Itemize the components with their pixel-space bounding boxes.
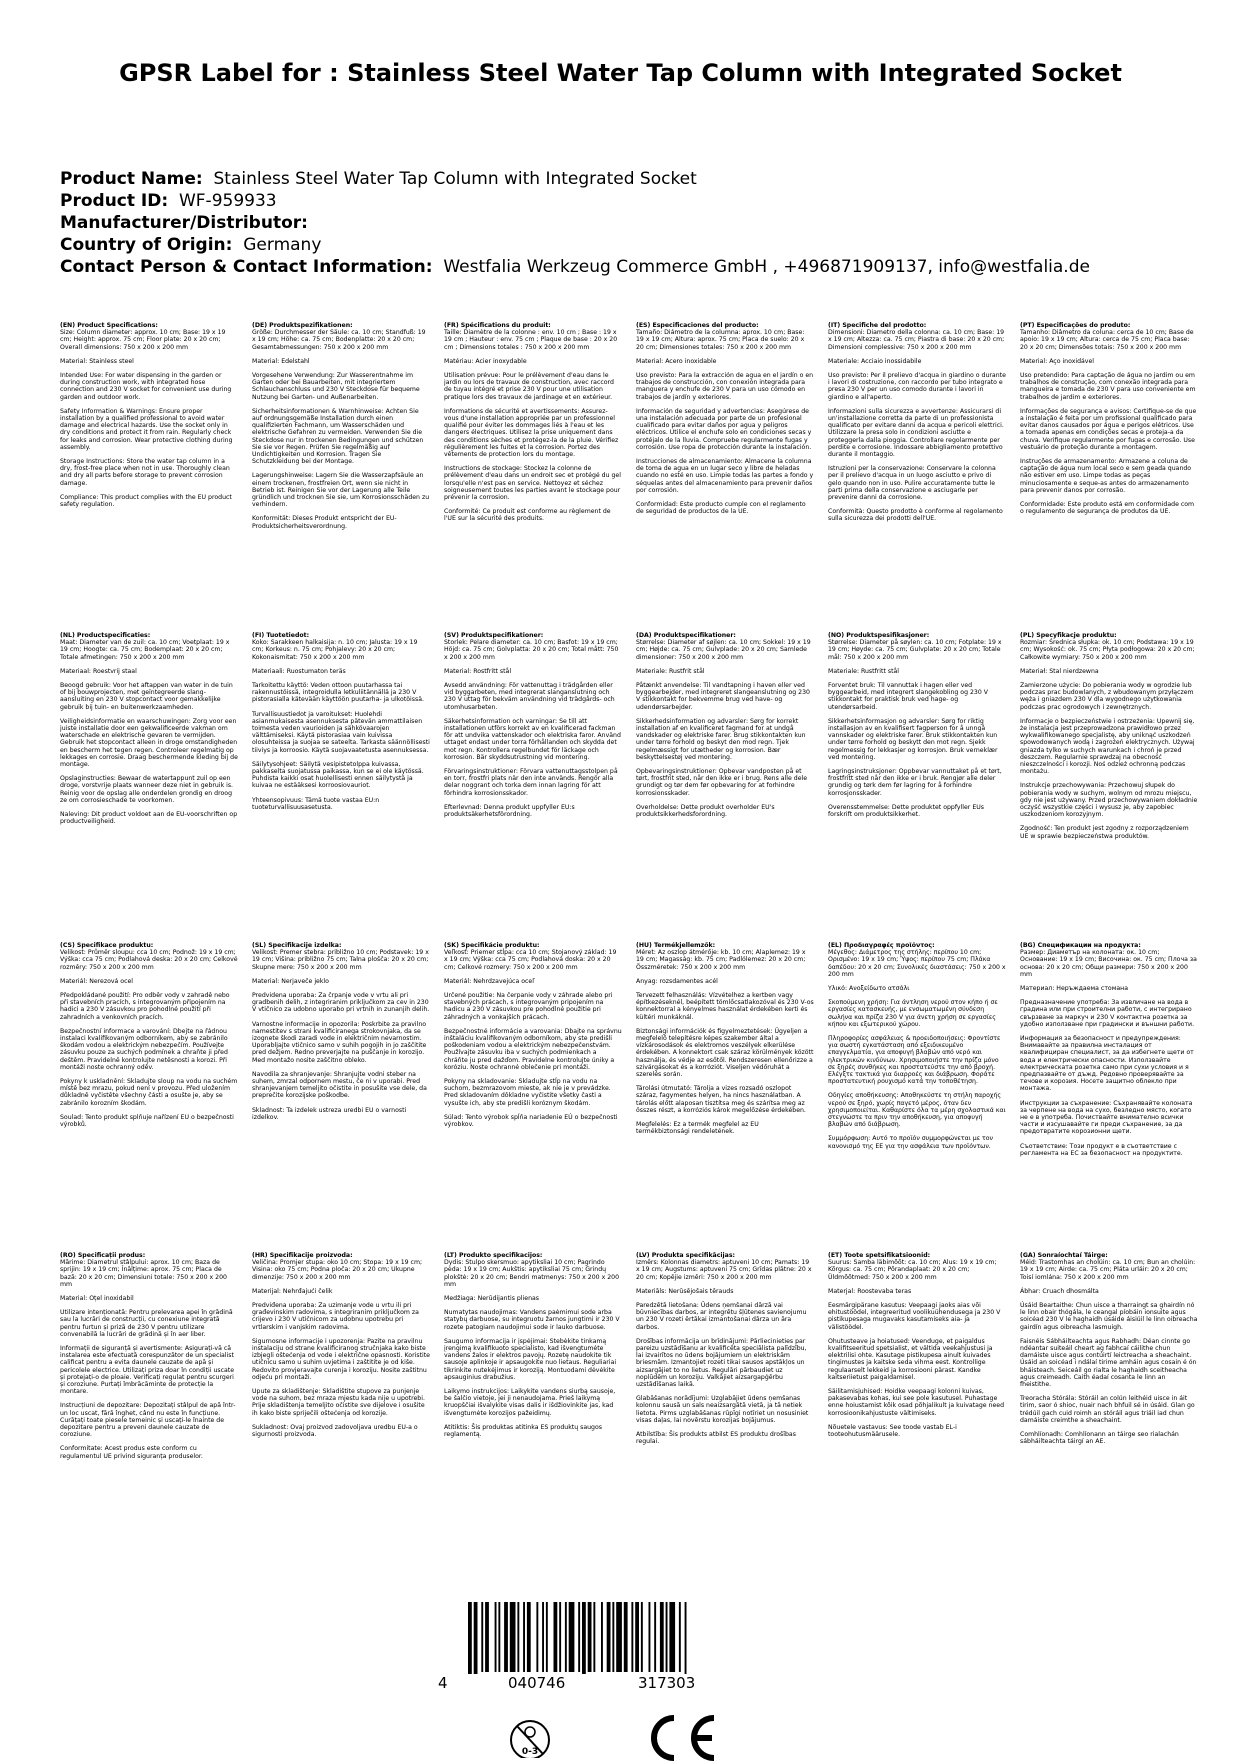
language-block-paragraph: Varnostne informacije in opozorila: Poskrbite za pravilno namestitev s strani kvalificiranega strokovnjaka, da se izognete škodi zaradi vode in električnim nevarnostim. Uporabljajte vtičnico samo v suhih pogojih in jo zaščitite pred dežjem. Redno preverjajte na puščanje in korozijo. Med montažo nosite zaščitno obleko. bbox=[252, 1020, 427, 1064]
language-block-paragraph: Upute za skladištenje: Skladištite stupove za punjenje vode na suhom, bez mraza mjestu kada nije u upotrebi. Prije skladištenja temeljito očistite sve dijelove i osušite ih kako biste spriječili oštećenja od korozije. bbox=[252, 1388, 425, 1417]
barcode-bar bbox=[523, 1602, 525, 1672]
product-id-row bbox=[60, 190, 1200, 212]
language-block-paragraph: Navodila za shranjevanje: Shranjujte vodni steber na suhem, zmrzal odpornem mestu, če ni v uporabi. Pred shranjevanjem temeljito očistite in posušite vse dele, da preprečite korozijske poškodbe. bbox=[252, 1070, 427, 1100]
language-block-heading: (ET) Toote spetsifikatsioonid: bbox=[828, 1252, 931, 1259]
barcode-bar bbox=[510, 1602, 516, 1672]
language-block-paragraph: Comhlíonadh: Comhlíonann an táirge seo rialachán sábháilteachta táirgí an AE. bbox=[1020, 1431, 1179, 1446]
language-block-paragraph: Förvaringsinstruktioner: Förvara vattenuttagsstolpen på en torr, frostfri plats när den inte används. Rengör alla delar noggrant och torka dem innan lagring för att förhindra korrosionsskador. bbox=[444, 768, 618, 797]
barcode-bars bbox=[440, 1602, 740, 1674]
language-block-paragraph: Uso previsto: Per il prelievo d'acqua in giardino o durante i lavori di costruzione, con raccordo per tubo integrato e presa 230 V per un uso comodo durante i lavori in giardino e all'aperto. bbox=[828, 372, 1006, 401]
block-row bbox=[60, 942, 1200, 1252]
language-block-paragraph: Soulad: Tento produkt splňuje nařízení EU o bezpečnosti výrobků. bbox=[60, 1113, 234, 1129]
page-title: GPSR Label for : Stainless Steel Water Tap Column with Integrated Socket bbox=[119, 59, 1122, 87]
language-block-paragraph: Suurus: Samba läbimõõt: ca. 10 cm; Alus: 19 x 19 cm; Kõrgus: ca. 75 cm; Põrandaplaat: 20 x 20 cm; Üldmõõtmed: 750 x 200 x 200 mm bbox=[828, 1259, 997, 1281]
language-block-paragraph: Σκοπούμενη χρήση: Για άντληση νερού στον κήπο ή σε εργασίες κατασκευής, με ενσωματωμένη σύνδεση σωλήνα και πρίζα 230 V για άνετη χρήση σε εργασίες κήπου και εξωτερικού χώρου. bbox=[828, 999, 998, 1028]
language-block bbox=[636, 322, 814, 632]
language-block-paragraph: Veľkosť: Priemer stĺpa: cca 10 cm; Stojanový základ: 19 x 19 cm; Výška: cca 75 cm; Podlahová doska: 20 x 20 cm; Celkové rozmery: 750 x 200 x 200 mm bbox=[444, 949, 617, 971]
contact-label: Contact Person & Contact Information: bbox=[60, 257, 433, 277]
language-block-heading: (RO) Specificații produs: bbox=[60, 1252, 146, 1259]
language-block-paragraph: Materiaali: Ruostumaton teräs bbox=[252, 667, 346, 675]
language-block bbox=[444, 1252, 622, 1562]
language-block-paragraph: Materiál: Nehrdzavejúca oceľ bbox=[444, 977, 535, 985]
barcode-bar bbox=[669, 1602, 675, 1672]
language-block bbox=[1020, 1252, 1198, 1562]
language-block-paragraph: Material: Aço inoxidável bbox=[1020, 357, 1094, 365]
language-block-paragraph: Úsáid Beartaithe: Chun uisce a tharraingt sa ghairdín nó le linn obair thógála, le ceangal píobáin ionsuite agus soicéad 230 V le haghaidh úsáide áisiúil le linn oibreacha gairdín agus oibreacha lasmuigh. bbox=[1020, 1302, 1198, 1331]
barcode-bar bbox=[649, 1602, 651, 1672]
language-block-paragraph: Veiligheidsinformatie en waarschuwingen: Zorg voor een juiste installatie door een gekwalificeerde vakman om waterschade en elektrische gevaren te vermijden. Gebruik het stopcontact alleen in droge omstandigheden en bescherm het tegen regen. Controleer regelmatig op lekkages en corrosie. Draag beschermende kleding bij de montage. bbox=[60, 717, 238, 769]
barcode-bar bbox=[582, 1602, 586, 1674]
language-block-paragraph: Laikymo instrukcijos: Laikykite vandens siurbą sausoje, be šalčio vietoje, jei ji nenaudojama. Prieš laikymą kruopščiai išvalykite visas dalis ir išdžiovinkite jas, kad išvengtumėte korozijos pažeidimų. bbox=[444, 1388, 616, 1417]
barcode-bar bbox=[527, 1602, 531, 1672]
language-block-paragraph: Forventet bruk: Til vannuttak i hagen eller ved byggearbeid, med integrert slangekobling og 230 V stikkontakt for praktisk bruk ved hage- og utendørsarbeid. bbox=[828, 682, 988, 711]
language-block-paragraph: Uso previsto: Para la extracción de agua en el jardín o en trabajos de construcción, con conexión integrada para manguera y enchufe de 230 V para un uso cómodo en trabajos de jardín y exteriores. bbox=[636, 372, 814, 401]
language-block-heading: (IT) Specifiche del prodotto: bbox=[828, 322, 927, 329]
language-block-heading: (LV) Produkta specifikācijas: bbox=[636, 1252, 735, 1259]
barcode-bar bbox=[601, 1602, 603, 1672]
language-block-paragraph: Инструкции за съхранение: Съхранявайте колоната за черпене на вода на сухо, безледно място, когато не е в употреба. Почиствайте внимателно всички части и изсушавайте ги преди съхранение, за да предотвратите корозионни щети. bbox=[1020, 1099, 1193, 1136]
barcode-bar bbox=[495, 1602, 497, 1672]
language-block-heading: (SV) Produktspecifikationer: bbox=[444, 632, 544, 639]
language-block-heading: (SK) Špecifikácie produktu: bbox=[444, 942, 540, 949]
language-block-paragraph: Vorgesehene Verwendung: Zur Wasserentnahme im Garten oder bei Bauarbeiten, mit integriertem Schlauchanschluss und 230 V Steckdose für bequeme Nutzung bei Garten- und Außenarbeiten. bbox=[252, 372, 420, 401]
language-block-paragraph: Velikost: Průměr sloupu: cca 10 cm; Podnož: 19 x 19 cm; Výška: cca 75 cm; Podlahová deska: 20 x 20 cm; Celkové rozměry: 750 x 200 x 200 mm bbox=[60, 949, 238, 971]
language-block-heading: (NO) Produktspesifikasjoner: bbox=[828, 632, 930, 639]
language-block-paragraph: Materjal: Roostevaba teras bbox=[828, 1287, 912, 1295]
barcode-bar bbox=[536, 1602, 538, 1672]
barcode-bar bbox=[554, 1602, 558, 1672]
language-block-paragraph: Skladnost: Ta izdelek ustreza uredbi EU o varnosti izdelkov. bbox=[252, 1106, 407, 1121]
language-block-paragraph: Veličina: Promjer stupa: oko 10 cm; Stopa: 19 x 19 cm; Visina: oko 75 cm; Podna ploča: 20 x 20 cm; Ukupne dimenzije: 750 x 200 x 200 mm bbox=[252, 1259, 423, 1281]
language-block bbox=[60, 1252, 238, 1562]
language-block bbox=[1020, 322, 1198, 632]
product-name-row bbox=[60, 168, 1200, 190]
ce-mark-icon bbox=[640, 1712, 720, 1764]
language-block-paragraph: Velikost: Premer stebra: približno 10 cm; Podstavek: 19 x 19 cm; Višina: približno 75 cm; Talna plošča: 20 x 20 cm; Skupne mere: 750 x 200 x 200 mm bbox=[252, 949, 429, 971]
language-block-paragraph: Materiāls: Nerūsējošais tērauds bbox=[636, 1287, 734, 1295]
language-block-heading: (DA) Produktspecifikationer: bbox=[636, 632, 736, 639]
language-block-paragraph: Materiale: Rustfritt stål bbox=[828, 667, 900, 675]
language-block-paragraph: Matériau: Acier inoxydable bbox=[444, 357, 527, 365]
language-block-paragraph: Säilitamisjuhised: Hoidke veepaagi kolonni kuivas, pakasevabas kohas, kui see pole kasutusel. Puhastage enne hoiustamist kõik osad põhjalikult ja kuivatage need korrosioonikahjustuste vältimiseks. bbox=[828, 1388, 1005, 1417]
language-block-paragraph: Intended Use: For water dispensing in the garden or during construction work, with integrated hose connection and 230 V socket for convenient use during garden and outdoor work. bbox=[60, 372, 232, 401]
language-block bbox=[1020, 632, 1198, 942]
language-block-paragraph: Turvallisuustiedot ja varoitukset: Huolehdi asianmukaisesta asennuksesta pätevän ammattilaisen toimesta veden vaurioiden ja sähkövaarojen välttämiseksi. Käytä pistorasiaa vain kuivissa olosuhteissa ja suojaa se sateelta. Tarkasta säännöllisesti tiiviys ja korroosio. Käytä suojavaatetusta asennuksessa. bbox=[252, 710, 430, 754]
language-block-paragraph: Méid: Trastomhas an cholúin: ca. 10 cm; Bun an cholúin: 19 x 19 cm; Airde: ca. 75 cm; Pláta urláir: 20 x 20 cm; Toisí iomlána: 750 x 200 x 200 mm bbox=[1020, 1259, 1196, 1281]
language-block-paragraph: Sikkerhedsinformation og advarsler: Sørg for korrekt installation af en kvalificeret fagmand for at undgå vandskader og elektriske farer. Brug stikkontakten kun under tørre forhold og beskyt den mod regn. Tjek regelmæssigt for utætheder og korrosion. Bær beskyttelsestøj ved montering. bbox=[636, 717, 806, 761]
language-block bbox=[252, 942, 430, 1252]
language-block-paragraph: Avsedd användning: För vattenuttag i trädgården eller vid byggarbeten, med integrerat slanganslutning och 230 V uttag för bekväm användning vid trädgårds- och utomhusarbeten. bbox=[444, 682, 615, 711]
language-block-paragraph: Mărime: Diametrul stâlpului: aprox. 10 cm; Baza de sprijin: 19 x 19 cm; Înălțime: aprox. 75 cm; Placa de bază: 20 x 20 cm; Dimensiuni totale: 750 x 200 x 200 mm bbox=[60, 1259, 227, 1288]
language-block-paragraph: Maat: Diameter van de zuil: ca. 10 cm; Voetplaat: 19 x 19 cm; Hoogte: ca. 75 cm; Bodemplaat: 20 x 20 cm; Totale afmetingen: 750 x 200 x 200 mm bbox=[60, 639, 230, 661]
language-block bbox=[444, 942, 622, 1252]
language-block-paragraph: Conformitate: Acest produs este conform cu regulamentul UE privind siguranța produselor. bbox=[60, 1445, 203, 1460]
language-block-paragraph: Koko: Sarakkeen halkaisija: n. 10 cm; Jalusta: 19 x 19 cm; Korkeus: n. 75 cm; Pohjalevy: 20 x 20 cm; Kokonaismitat: 750 x 200 x 200 mm bbox=[252, 639, 418, 661]
barcode-bar bbox=[612, 1602, 614, 1672]
language-block-paragraph: Pokyny k uskladnění: Skladujte sloup na vodu na suchém místě bez mrazu, pokud není v provozu. Před uložením důkladně vyčistěte všechny části a osušte je, aby se zabránilo korozním škodám. bbox=[60, 1078, 238, 1107]
language-block bbox=[828, 1252, 1006, 1562]
language-block-paragraph: Υλικό: Ανοξείδωτο ατσάλι bbox=[828, 985, 910, 993]
language-block-heading: (LT) Produkto specifikacijos: bbox=[444, 1252, 543, 1259]
language-block-heading: (CS) Specifikace produktu: bbox=[60, 942, 154, 949]
contact-value: Westfalia Werkzeug Commerce GmbH , +496871909137, info@westfalia.de bbox=[443, 257, 1090, 277]
language-block-paragraph: Paredzētā lietošana: Ūdens ņemšanai dārzā vai būvniecības darbos, ar integrētu šļūtenes savienojumu un 230 V rozeti ērtākai izmantošanai dārza un āra darbos. bbox=[636, 1302, 807, 1331]
language-block-heading: (BG) Спецификации на продукта: bbox=[1020, 942, 1141, 949]
language-block bbox=[636, 632, 814, 942]
language-block-paragraph: Informações de segurança e avisos: Certifique-se de que a instalação é feita por um profissional qualificado para evitar danos causados por água e perigos elétricos. Use a tomada apenas em condições secas e proteja-a da chuva. Verifique regularmente por fugas e corrosão. Use vestuário de proteção durante a montagem. bbox=[1020, 407, 1197, 451]
language-block bbox=[828, 322, 1006, 632]
language-block-paragraph: Materiaal: Roestvrij staal bbox=[60, 667, 137, 675]
language-block-paragraph: Uso pretendido: Para captação de água no jardim ou em trabalhos de construção, com conexão integrada para mangueira e tomada de 230 V para uso conveniente em trabalhos de jardim e exteriores. bbox=[1020, 372, 1196, 401]
origin-label: Country of Origin: bbox=[60, 235, 233, 255]
language-block-paragraph: Instruções de armazenamento: Armazene a coluna de captação de água num local seco e sem geada quando não estiver em uso. Limpe todas as peças minuciosamente e seque-as antes do armazenamento para prevenir danos por corrosão. bbox=[1020, 458, 1192, 494]
barcode-digits-2: 040746 bbox=[508, 1674, 566, 1692]
language-block-paragraph: Safety Information & Warnings: Ensure proper installation by a qualified professional to avoid water damage and electrical hazards. Use the socket only in dry conditions and protect it from rain. Regularly check for leaks and corrosion. Wear protective clothing during assembly. bbox=[60, 407, 233, 451]
language-block-paragraph: Størrelse: Diameter af søjlen: ca. 10 cm; Sokkel: 19 x 19 cm; Højde: ca. 75 cm; Gulvplade: 20 x 20 cm; Samlede dimensioner: 750 x 200 x 200 mm bbox=[636, 639, 811, 661]
language-block-paragraph: Overensstemmelse: Dette produktet oppfyller EUs forskrift om produktsikkerhet. bbox=[828, 803, 984, 819]
barcode-bar bbox=[593, 1602, 595, 1672]
language-block-paragraph: Storage Instructions: Store the water tap column in a dry, frost-free place when not in use. Thoroughly clean and dry all parts before storage to prevent corrosion damage. bbox=[60, 458, 230, 487]
language-block-paragraph: Размер: Диаметър на колоната: ок. 10 cm; Основание: 19 x 19 cm; Височина: ок. 75 cm; Плоча за основа: 20 x 20 cm; Общи размери: 750 x 200 x 200 mm bbox=[1020, 949, 1197, 978]
language-block bbox=[636, 1252, 814, 1562]
contact-row bbox=[60, 256, 1200, 278]
product-info bbox=[60, 168, 1200, 278]
language-block-paragraph: Faisnéis Sábháilteachta agus Rabhadh: Déan cinnte go ndéantar suiteáil cheart ag fabhcaí cáilithe chun damáiste uisce agus contúirtí leictreacha a sheachaint. Úsáid an soicéad i ndálaí tirime amháin agus cosain é ón bháisteach. Seiceáil go rialta le haghaidh sceitheacha agus creimeadh. Caith éadaí cosanta le linn an fheistithe. bbox=[1020, 1337, 1197, 1389]
language-block-paragraph: Size: Column diameter: approx. 10 cm; Base: 19 x 19 cm; Height: approx. 75 cm; Floor plate: 20 x 20 cm; Overall dimensions: 750 x 200 x 200 mm bbox=[60, 329, 226, 351]
language-block-paragraph: Säkerhetsinformation och varningar: Se till att installationen utförs korrekt av en kvalificerad fackman för att undvika vattenskador och elektriska faror. Använd uttaget endast under torra förhållanden och skydda det mot regn. Kontrollera regelbundet för läckage och korrosion. Bär skyddsutrustning vid montering. bbox=[444, 717, 621, 761]
language-block-paragraph: Předpokládané použití: Pro odběr vody v zahradě nebo při stavebních pracích, s integrovaným připojením na hadici a 230 V zásuvkou pro pohodlné použití při zahradních a venkovních pracích. bbox=[60, 992, 230, 1021]
language-block-paragraph: Größe: Durchmesser der Säule: ca. 10 cm; Standfuß: 19 x 19 cm; Höhe: ca. 75 cm; Bodenplatte: 20 x 20 cm; Gesamtabmessungen: 750 x 200 x 200 mm bbox=[252, 329, 426, 351]
barcode-bar bbox=[481, 1602, 483, 1672]
language-block-paragraph: Drošības informācija un brīdinājumi: Pārliecinieties par pareizu uzstādīšanu ar kvalificēta speciālista palīdzību, lai izvairītos no ūdens bojājumiem un elektriskām briesmām. Izmantojiet rozeti tikai sausos apstākļos un aizsargājiet to no lietus. Regulāri pārbaudiet uz noplūdēm un koroziju. Valkājiet aizsargapģērbu uzstādīšanas laikā. bbox=[636, 1337, 807, 1389]
language-block bbox=[252, 1252, 430, 1562]
language-block-paragraph: Glabāšanas norādījumi: Uzglabājiet ūdens ņemšanas kolonnu sausā un sals neaizsargātā vietā, ja tā netiek lietota. Pirms uzglabāšanas rūpīgi notīriet un nosusiniet visas daļas, lai novērstu korozijas bojājumus. bbox=[636, 1395, 809, 1424]
language-block-paragraph: Conformidad: Este producto cumple con el reglamento de seguridad de productos de la UE. bbox=[636, 501, 806, 516]
language-block-paragraph: Zamierzone użycie: Do pobierania wody w ogrodzie lub podczas prac budowlanych, z wbudowanym przyłączem węża i gniazdem 230 V dla wygodnego użytkowania podczas prac ogrodowych i zewnętrznych. bbox=[1020, 682, 1194, 711]
language-block-paragraph: Информация за безопасност и предупреждения: Внимавайте за правилна инсталация от квалифициран специалист, за да избегнете щети от вода и електрически опасности. Използвайте електрическата розетка само при сухи условия и я предпазвайте от дъжд. Редовно проверявайте за течове и корозия. Носете защитно облекло при монтажа. bbox=[1020, 1035, 1194, 1093]
barcode-bar bbox=[588, 1602, 592, 1672]
language-block-paragraph: Συμμόρφωση: Αυτό το προϊόν συμμορφώνεται με τον κανονισμό της ΕΕ για την ασφάλεια των προϊόντων. bbox=[828, 1135, 993, 1150]
language-block-heading: (HU) Termékjellemzők: bbox=[636, 942, 716, 949]
language-block-paragraph: Conformità: Questo prodotto è conforme al regolamento sulla sicurezza dei prodotti dell'UE. bbox=[828, 508, 1003, 523]
barcode-bar bbox=[624, 1602, 628, 1672]
language-block-paragraph: Material: Rostfritt stål bbox=[444, 667, 512, 675]
barcode-bar bbox=[517, 1602, 519, 1672]
language-block-heading: (EN) Product Specifications: bbox=[60, 322, 158, 329]
barcode-bar bbox=[498, 1602, 500, 1672]
language-block-paragraph: Ábhar: Cruach dhosmálta bbox=[1020, 1287, 1099, 1295]
barcode-bar bbox=[559, 1602, 561, 1672]
language-block bbox=[60, 942, 238, 1252]
language-block-paragraph: Izmērs: Kolonnas diametrs: aptuveni 10 cm; Pamats: 19 x 19 cm; Augstums: aptuveni 75 cm; Grīdas plātne: 20 x 20 cm; Kopējie izmēri: 750 x 200 x 200 mm bbox=[636, 1259, 812, 1281]
language-block-paragraph: Biztonsági információk és figyelmeztetések: Ügyeljen a megfelelő telepítésre képes szakember által a vízkárosodások és elektromos veszélyek elkerülése érdekében. A konnektort csak száraz körülmények között használja, és védje az esőtől. Rendszeresen ellenőrizze a szivárgásokat és a korróziót. Viseljen védőruhát a szerelés során. bbox=[636, 1027, 814, 1079]
language-block-heading: (ES) Especificaciones del producto: bbox=[636, 322, 759, 329]
barcode-bar bbox=[504, 1602, 508, 1672]
language-block-paragraph: Πληροφορίες ασφάλειας & προειδοποιήσεις: Φροντίστε για σωστή εγκατάσταση από εξειδικευμένο επαγγελματία, για αποφυγή βλαβών από νερό και ηλεκτρικών κινδύνων. Χρησιμοποιήστε την πρίζα μόνο σε ξηρές συνθήκες και προστατεύστε την από βροχή. Ελέγξτε τακτικά για διαρροές και διάβρωση. Φοράτε προστατευτική ρουχισμό κατά την τοποθέτηση. bbox=[828, 1035, 1001, 1086]
language-block bbox=[828, 942, 1006, 1252]
language-block-paragraph: Tarkoitettu käyttö: Veden ottoon puutarhassa tai rakennustöissä, integroidulla letkuliitännällä ja 230 V pistorasialla kätevään käyttöön puutarha- ja ulkotöissä. bbox=[252, 682, 424, 704]
language-block bbox=[444, 632, 622, 942]
barcode-bar bbox=[660, 1602, 664, 1672]
language-grid bbox=[60, 322, 1200, 1562]
language-block-paragraph: Materiál: Nerezová ocel bbox=[60, 977, 134, 985]
language-block-heading: (EL) Προδιαγραφές προϊόντος: bbox=[828, 942, 935, 949]
language-block-heading: (SL) Specifikacije izdelka: bbox=[252, 942, 342, 949]
language-block-paragraph: Predviđena uporaba: Za uzimanje vode u vrtu ili pri građevinskim radovima, s integriranim priključkom za crijevo i 230 V utičnicom za udobnu upotrebu pri vrtlarskim i vanjskim radovima. bbox=[252, 1302, 419, 1331]
language-block bbox=[444, 322, 622, 632]
language-block-paragraph: Sukladnost: Ovaj proizvod zadovoljava uredbu EU-a o sigurnosti proizvoda. bbox=[252, 1423, 418, 1439]
language-block-paragraph: Medžiaga: Nerūdijantis plienas bbox=[444, 1295, 540, 1303]
product-id-value: WF-959933 bbox=[178, 191, 277, 211]
language-block-paragraph: Bezpečnostní informace a varování: Dbejte na řádnou instalaci kvalifikovaným odborníkem, aby se zabránilo škodám vodou a elektrickým nebezpečím. Používejte zásuvku pouze za suchých podmínek a chraňte ji před deštěm. Pravidelně kontrolujte netěsnosti a korozi. Při montáži noste ochranný oděv. bbox=[60, 1027, 228, 1071]
language-block-paragraph: Størrelse: Diameter på søylen: ca. 10 cm; Fotplate: 19 x 19 cm; Høyde: ca. 75 cm; Gulvplate: 20 x 20 cm; Totale mål: 750 x 200 x 200 mm bbox=[828, 639, 1002, 661]
barcode-bar bbox=[631, 1602, 633, 1672]
language-block-paragraph: Naleving: Dit product voldoet aan de EU-voorschriften op productveiligheid. bbox=[60, 811, 238, 826]
language-block-paragraph: Съответствие: Този продукт е в съответствие с регламента на ЕС за безопасност на продуктите. bbox=[1020, 1142, 1183, 1157]
language-block-paragraph: Atitiktis: Šis produktas atitinka ES produktų saugos reglamentą. bbox=[444, 1423, 602, 1439]
language-block-paragraph: Treoracha Stórála: Stóráil an colún leithéid uisce in áit tirim, saor ó shioc, nuair nach bhfuil sé in úsáid. Glan go trédúil gach cuid roimh an stóráil agus triáil iad chun damáiste creimthe a sheachaint. bbox=[1020, 1395, 1195, 1424]
language-block-heading: (PL) Specyfikacje produktu: bbox=[1020, 632, 1117, 639]
barcode-bar bbox=[569, 1602, 575, 1672]
language-block-paragraph: Dimensioni: Diametro della colonna: ca. 10 cm; Base: 19 x 19 cm; Altezza: ca. 75 cm; Piastra di base: 20 x 20 cm; Dimensioni complessive: 750 x 200 x 200 mm bbox=[828, 329, 1005, 351]
language-block-heading: (DE) Produktspezifikationen: bbox=[252, 322, 353, 329]
language-block-paragraph: Istruzioni per la conservazione: Conservare la colonna per il prelievo d'acqua in un luogo asciutto e privo di gelo quando non in uso. Pulire accuratamente tutte le parti prima della conservazione e asciugarle per prevenire danni da corrosione. bbox=[828, 465, 996, 502]
language-block-paragraph: Sikkerhetsinformasjon og advarsler: Sørg for riktig installasjon av en kvalifisert fagperson for å unngå vannskader og elektriske farer. Bruk stikkontakten kun under tørre forhold og beskytt den mot regn. Sjekk regelmessig for lekkasjer og korrosjon. Bruk verneklær ved montering. bbox=[828, 717, 998, 761]
language-block-paragraph: Pokyny na skladovanie: Skladujte stĺp na vodu na suchom, bezmrazovom mieste, ak nie je v prevádzke. Pred skladovaním dôkladne vyčistite všetky časti a vysušte ich, aby ste predišli koróznym škodám. bbox=[444, 1078, 611, 1107]
language-block-paragraph: Información de seguridad y advertencias: Asegúrese de una instalación adecuada por parte de un profesional cualificado para evitar daños por agua y peligros eléctricos. Utilice el enchufe solo en condiciones secas y protéjalo de la lluvia. Compruebe regularmente fugas y corrosión. Use ropa de protección durante la instalación. bbox=[636, 407, 812, 451]
barcode-bar bbox=[679, 1602, 681, 1672]
language-block-paragraph: Οδηγίες αποθήκευσης: Αποθηκεύστε τη στήλη παροχής νερού σε ξηρό, χωρίς παγετό μέρος, όταν δεν χρησιμοποιείται. Καθαρίστε όλα τα μέρη σχολαστικά και στεγνώστε τα πριν την αποθήκευση, για αποφυγή βλαβών από διάβρωση. bbox=[828, 1092, 1006, 1129]
language-block bbox=[252, 632, 430, 942]
barcode-bar bbox=[565, 1602, 567, 1672]
language-block-paragraph: Nõuetele vastavus: See toode vastab EL-i tooteohutusmäärusele. bbox=[828, 1423, 957, 1439]
language-block-paragraph: Opslaginstructies: Bewaar de watertappunt zuil op een droge, vorstvrije plaats wanneer deze niet in gebruik is. Reinig voor de opslag alle onderdelen grondig en droog ze om corrosieschade te voorkomen. bbox=[60, 775, 234, 804]
language-block-paragraph: Anyag: rozsdamentes acél bbox=[636, 977, 718, 985]
language-block-paragraph: Určené použitie: Na čerpanie vody v záhrade alebo pri stavebných prácach, s integrovaným pripojením na hadicu a 230 V zásuvkou pre pohodlné použitie pri záhradných a vonkajších prácach. bbox=[444, 992, 613, 1021]
language-block-paragraph: Instrucciones de almacenamiento: Almacene la columna de toma de agua en un lugar seco y libre de heladas cuando no esté en uso. Limpie todas las partes a fondo y séquelas antes del almacenamiento para prevenir daños por corrosión. bbox=[636, 458, 814, 494]
language-block bbox=[828, 632, 1006, 942]
language-block-paragraph: Rozmiar: Średnica słupka: ok. 10 cm; Podstawa: 19 x 19 cm; Wysokość: ok. 75 cm; Płyta podłogowa: 20 x 20 cm; Całkowite wymiary: 750 x 200 x 200 mm bbox=[1020, 639, 1195, 661]
language-block-paragraph: Material: Nerjaveče jeklo bbox=[252, 977, 329, 985]
language-block-paragraph: Materiale: Acciaio inossidabile bbox=[828, 357, 922, 365]
language-block-paragraph: Lagringsinstruksjoner: Oppbevar vannuttaket på et tørt, frostfritt sted når den ikke er i bruk. Rengjør alle deler grundig og tørk dem før lagring for å forhindre korrosjonsskader. bbox=[828, 768, 1002, 797]
origin-row bbox=[60, 234, 1200, 256]
language-block-paragraph: Compliance: This product complies with the EU product safety regulation. bbox=[60, 493, 232, 509]
language-block-paragraph: Materijal: Nehrđajući čelik bbox=[252, 1287, 333, 1295]
barcode bbox=[440, 1602, 740, 1694]
language-block-paragraph: Lagerungshinweise: Lagern Sie die Wasserzapfsäule an einem trockenen, frostfreien Ort, wenn sie nicht in Betrieb ist. Reinigen Sie vor der Lagerung alle Teile gründlich und trocknen Sie sie, um Korrosionsschäden zu verhindern. bbox=[252, 472, 430, 509]
language-block-paragraph: Efterlevnad: Denna produkt uppfyller EU:s produktsäkerhetsförordning. bbox=[444, 803, 575, 819]
language-block-paragraph: Sigurnosne informacije i upozorenja: Pazite na pravilnu instalaciju od strane kvalificiranog stručnjaka kako biste izbjegli oštećenja od vode i električne opasnosti. Koristite utičnicu samo u suhim uvjetima i zaštitite je od kiše. Redovito provjeravajte curenja i koroziju. Nosite zaštitnu odjeću pri montaži. bbox=[252, 1337, 430, 1381]
product-name-label: Product Name: bbox=[60, 169, 203, 189]
barcode-bar bbox=[616, 1602, 622, 1672]
language-block-paragraph: Tárolási útmutató: Tárolja a vizes rozsadó oszlopot száraz, fagymentes helyen, ha nincs használatban. A tárolás előtt alaposan tisztítsa meg és szárítsa meg az összes részt, a korróziós károk megelőzése érdekében. bbox=[636, 1085, 806, 1114]
language-block-paragraph: Méret: Az oszlop átmérője: kb. 10 cm; Alaplemez: 19 x 19 cm; Magasság: kb. 75 cm; Padlólemez: 20 x 20 cm; Összméretek: 750 x 200 x 200 mm bbox=[636, 949, 806, 971]
language-block-paragraph: Μέγεθος: Διάμετρος της στήλης: περίπου 10 cm; Ορισμένο: 19 x 19 cm; Ύψος: περίπου 75 cm; Πλάκα δαπέδου: 20 x 20 cm; Συνολικές διαστάσεις: 750 x 200 x 200 mm bbox=[828, 949, 1006, 978]
language-block-paragraph: Conformidade: Este produto está em conformidade com o regulamento de segurança de produtos da UE. bbox=[1020, 501, 1195, 516]
language-block-paragraph: Materiał: Stal nierdzewna bbox=[1020, 667, 1099, 675]
language-block-paragraph: Materiale: Rustfrit stål bbox=[636, 667, 705, 675]
language-block-paragraph: Материал: Неръждаема стомана bbox=[1020, 985, 1129, 993]
barcode-bar bbox=[685, 1602, 687, 1674]
language-block-paragraph: Bezpečnostné informácie a varovania: Dbajte na správnu inštaláciu kvalifikovaným odborníkom, aby ste predišli poškodeniam vodou a elektrickým nebezpečenstvám. Používajte zásuvku iba v suchých podmienkach a chráňte ju pred dažďom. Pravidelne kontrolujte úniky a koróziu. Noste ochranné oblečenie pri montáži. bbox=[444, 1027, 622, 1071]
language-block-paragraph: Konformität: Dieses Produkt entspricht der EU-Produktsicherheitsverordnung. bbox=[252, 515, 397, 530]
language-block-paragraph: Opbevaringsinstruktioner: Opbevar vandposten på et tørt, frostfrit sted, når den ikke er i brug. Rens alle dele grundigt og tør dem før opbevaring for at forhindre korrosionsskader. bbox=[636, 768, 808, 797]
language-block-paragraph: Påtænkt anvendelse: Til vandtapning i haven eller ved byggearbejder, med integreret slangeanslutning og 230 V stikkontakt for bekvemme brug ved have- og udendørsarbejder. bbox=[636, 682, 810, 711]
language-block-paragraph: Beoogd gebruik: Voor het aftappen van water in de tuin of bij bouwprojecten, met geïntegreerde slang-aansluiting en 230 V stopcontact voor gemakkelijke gebruik bij tuin- en buitenwerkzaamheden. bbox=[60, 682, 233, 711]
language-block-paragraph: Informații de siguranță și avertismente: Asigurați-vă că instalarea este efectuată corespunzător de un specialist calificat pentru a evita daunele cauzate de apă și pericolele electrice. Utilizați priza doar în condiții uscate și protejați-o de ploaie. Verificați regulat pentru scurgeri și coroziune. Purtați îmbrăcăminte de protecție la montare. bbox=[60, 1345, 235, 1396]
barcode-bar bbox=[666, 1602, 668, 1672]
language-block bbox=[60, 632, 238, 942]
language-block-heading: (PT) Especificações do produto: bbox=[1020, 322, 1131, 329]
barcode-bar bbox=[641, 1602, 643, 1672]
language-block-paragraph: Predvidena uporaba: Za črpanje vode v vrtu ali pri gradbenih delih, z integriranim priključkom za cev in 230 V vtičnico za udobno uporabo pri vrtnih in zunanjih delih. bbox=[252, 992, 430, 1014]
language-block bbox=[636, 942, 814, 1252]
product-name-value: Stainless Steel Water Tap Column with Integrated Socket bbox=[213, 169, 697, 189]
language-block-paragraph: Megfelelés: Ez a termék megfelel az EU termékbiztonsági rendeletének. bbox=[636, 1121, 759, 1136]
language-block-paragraph: Sicherheitsinformationen & Warnhinweise: Achten Sie auf ordnungsgemäße Installation durch einen qualifizierten Fachmann, um Wasserschäden und elektrische Gefahren zu vermeiden. Verwenden Sie die Steckdose nur in trockenen Bedingungen und schützen Sie sie vor Regen. Prüfen Sie regelmäßig auf Undichtigkeiten und Korrosion. Tragen Sie Schutzkleidung bei der Montage. bbox=[252, 407, 424, 466]
barcode-bar bbox=[635, 1602, 639, 1672]
language-block-paragraph: Tervezett felhasználás: Vízvételhez a kertben vagy építkezéseknél, beépített tömlőcsatlakozóval és 230 V-os konnektorral a kényelmes használat érdekében kerti és kültéri munkáknál. bbox=[636, 992, 814, 1021]
language-block-paragraph: Material: Oțel inoxidabil bbox=[60, 1295, 134, 1303]
language-block-paragraph: Súlad: Tento výrobok spĺňa nariadenie EÚ o bezpečnosti výrobkov. bbox=[444, 1113, 618, 1129]
barcode-digit-1: 4 bbox=[438, 1674, 448, 1692]
language-block-paragraph: Yhteensopivuus: Tämä tuote vastaa EU:n tuoteturvallisuusasetusta. bbox=[252, 796, 380, 811]
language-block-paragraph: Informazioni sulla sicurezza e avvertenze: Assicurarsi di un'installazione corretta da parte di un professionista qualificato per evitare danni da acqua e pericoli elettrici. Utilizzare la presa solo in condizioni asciutte e proteggerla dalla pioggia. Controllare regolarmente per perdite e corrosione. Indossare abbigliamento protettivo durante il montaggio. bbox=[828, 407, 1004, 459]
language-block-paragraph: Informations de sécurité et avertissements: Assurez-vous d'une installation appropriée par un professionnel qualifié pour éviter les dommages liés à l'eau et les dangers électriques. Utilisez la prise uniquement dans des conditions sèches et protégez-la de la pluie. Vérifiez régulièrement les fuites et la corrosion. Portez des vêtements de protection lors du montage. bbox=[444, 407, 619, 459]
language-block-paragraph: Ohutusteave ja hoiatused: Veenduge, et paigaldus kvalifitseeritud spetsialist, et vältida veekahjustusi ja elektrilisi ohte. Kasutage pistikupesa ainult kuivades tingimustes ja kaitske seda vihma eest. Kontrollige regulaarselt lekkeid ja korrosiooni pärast. Kandke kaitseriietust paigaldamisel. bbox=[828, 1337, 993, 1381]
product-id-label: Product ID: bbox=[60, 191, 169, 211]
language-block-heading: (HR) Specifikacije proizvoda: bbox=[252, 1252, 353, 1259]
language-block-paragraph: Utilisation prévue: Pour le prélèvement d'eau dans le jardin ou lors de travaux de construction, avec raccord de tuyau intégré et prise 230 V pour une utilisation pratique lors des travaux de jardinage et en extérieur. bbox=[444, 372, 614, 401]
language-block-paragraph: Dydis: Stulpo skersmuo: apytiksliai 10 cm; Pagrindo pėda: 19 x 19 cm; Aukštis: apytiksliai 75 cm; Grindų plokštė: 20 x 20 cm; Bendri matmenys: 750 x 200 x 200 mm bbox=[444, 1259, 620, 1288]
language-block-paragraph: Eesmärgipärane kasutus: Veepaagi jaoks aias või ehitustöödel, integreeritud voolikuühendusega ja 230 V pistikupesaga mugavaks kasutamiseks aia- ja välistöödel. bbox=[828, 1302, 1001, 1331]
language-block-paragraph: Instrucțiuni de depozitare: Depozitați stâlpul de apă într-un loc uscat, fără înghet, când nu este în funcțiune. Curățați toate piesele temeinic și uscați-le înainte de depozitare pentru a preveni daunele cauzate de coroziune. bbox=[60, 1402, 236, 1439]
barcode-bar bbox=[468, 1602, 472, 1674]
language-block-paragraph: Tamanho: Diâmetro da coluna: cerca de 10 cm; Base de apoio: 19 x 19 cm; Altura: cerca de 75 cm; Placa base: 20 x 20 cm; Dimensões totais: 750 x 200 x 200 mm bbox=[1020, 329, 1194, 351]
manufacturer-label: Manufacturer/Distributor: bbox=[60, 213, 308, 233]
barcode-bar bbox=[474, 1602, 478, 1674]
language-block bbox=[60, 322, 238, 632]
barcode-bar bbox=[542, 1602, 544, 1672]
language-block-heading: (FI) Tuotetiedot: bbox=[252, 632, 310, 639]
language-block-paragraph: Instrukcje przechowywania: Przechowuj słupek do pobierania wody w suchym, wolnym od mrozu miejscu, gdy nie jest używany. Przed przechowywaniem dokładnie oczyść wszystkie części i wysusz je, aby zapobiec uszkodzeniom korozyjnym. bbox=[1020, 782, 1198, 819]
manufacturer-row bbox=[60, 212, 1200, 234]
block-row bbox=[60, 1252, 1200, 1562]
origin-value: Germany bbox=[243, 235, 322, 255]
language-block-paragraph: Предназначение употреба: За извличане на вода в градина или при строителни работи, с интегрирано свързване за маркуч и 230 V контактна розетка за удобно използване при градински и външни работи. bbox=[1020, 999, 1195, 1028]
language-block-paragraph: Atbilstība: Šis produkts atbilst ES produktu drošības regulai. bbox=[636, 1431, 796, 1446]
language-block bbox=[1020, 942, 1198, 1252]
barcode-digits-3: 317303 bbox=[638, 1674, 696, 1692]
language-block-heading: (NL) Productspecificaties: bbox=[60, 632, 151, 639]
language-block-paragraph: Säilytysohjeet: Säilytä vesipistetolppa kuivassa, pakkaselta suojatussa paikassa, kun se ei ole käytössä. Puhdista kaikki osat huolellisesti ennen säilytystä ja kuivaa ne estääksesi korroosiovauriot. bbox=[252, 760, 424, 790]
barcode-bar bbox=[578, 1602, 580, 1672]
language-block-paragraph: Saugumo informacija ir įspėjimai: Stebėkite tinkamą įrengimą kvalifikuoto specialisto, kad išvengtumėte vandens žalos ir elektros pavojų. Rozetę naudokite tik sausoje aplinkoje ir apsaugokite nuo lietaus. Reguliariai tikrinkite nutekėjimus ir koroziją. Montuodami dėvėkite apsauginius drabužius. bbox=[444, 1337, 617, 1381]
language-block-paragraph: Zgodność: Ten produkt jest zgodny z rozporządzeniem UE w sprawie bezpieczeństwa produktów. bbox=[1020, 825, 1189, 840]
language-block-paragraph: Material: Stainless steel bbox=[60, 357, 134, 365]
language-block-paragraph: Material: Acero inoxidable bbox=[636, 357, 717, 365]
language-block-paragraph: Conformité: Ce produit est conforme au règlement de l'UE sur la sécurité des produits. bbox=[444, 508, 611, 523]
language-block-paragraph: Overholdelse: Dette produkt overholder EU's produktsikkerhedsforordning. bbox=[636, 803, 775, 819]
svg-text:0-3: 0-3 bbox=[521, 1747, 539, 1757]
language-block-paragraph: Utilizare intenționată: Pentru prelevarea apei în grădină sau la lucrări de construcții, cu conexiune integrată pentru furtun și priză de 230 V pentru utilizare convenabilă la lucrări de grădină și în aer liber. bbox=[60, 1309, 233, 1338]
language-block-heading: (GA) Sonraíochtaí Táirge: bbox=[1020, 1252, 1108, 1259]
language-block-paragraph: Storlek: Pelare diameter: ca. 10 cm; Basfot: 19 x 19 cm; Höjd: ca. 75 cm; Golvplatta: 20 x 20 cm; Total mått: 750 x 200 x 200 mm bbox=[444, 639, 619, 661]
language-block-heading: (FR) Spécifications du produit: bbox=[444, 322, 551, 329]
barcode-bar bbox=[654, 1602, 656, 1672]
block-row bbox=[60, 632, 1200, 942]
language-block-paragraph: Instructions de stockage: Stockez la colonne de prélèvement d'eau dans un endroit sec et protégé du gel lorsqu'elle n'est pas en service. Nettoyez et séchez soigneusement toutes les parties avant le stockage pour prévenir la corrosion. bbox=[444, 465, 621, 502]
barcode-bar bbox=[607, 1602, 611, 1672]
barcode-bar bbox=[485, 1602, 489, 1672]
language-block-paragraph: Informacje o bezpieczeństwie i ostrzeżenia: Upewnij się, że instalacja jest przeprowadzona prawidłowo przez wykwalifikowanego specjalistę, aby uniknąć uszkodzeń spowodowanych wodą i zagrożeń elektrycznych. Używaj gniazda tylko w suchych warunkach i chroń je przed deszczem. Regularnie sprawdzaj na obecność nieszczelności i korozji. Noś odzież ochronną podczas montażu. bbox=[1020, 717, 1195, 776]
language-block-paragraph: Material: Edelstahl bbox=[252, 357, 310, 365]
language-block bbox=[252, 322, 430, 632]
block-row bbox=[60, 322, 1200, 632]
language-block-paragraph: Numatytas naudojimas: Vandens paėmimui sode arba statybų darbuose, su integruotu žarnos jungtimi ir 230 V rozete patogiam naudojimui sode ir lauko darbuose. bbox=[444, 1309, 620, 1331]
language-block-paragraph: Taille: Diamètre de la colonne : env. 10 cm ; Base : 19 x 19 cm ; Hauteur : env. 75 cm ; Plaque de base : 20 x 20 cm ; Dimensions totales : 750 x 200 x 200 mm bbox=[444, 329, 618, 351]
barcode-bar bbox=[546, 1602, 548, 1672]
language-block-paragraph: Tamaño: Diámetro de la columna: aprox. 10 cm; Base: 19 x 19 cm; Altura: aprox. 75 cm; Placa de suelo: 20 x 20 cm; Dimensiones totales: 750 x 200 x 200 mm bbox=[636, 329, 805, 351]
